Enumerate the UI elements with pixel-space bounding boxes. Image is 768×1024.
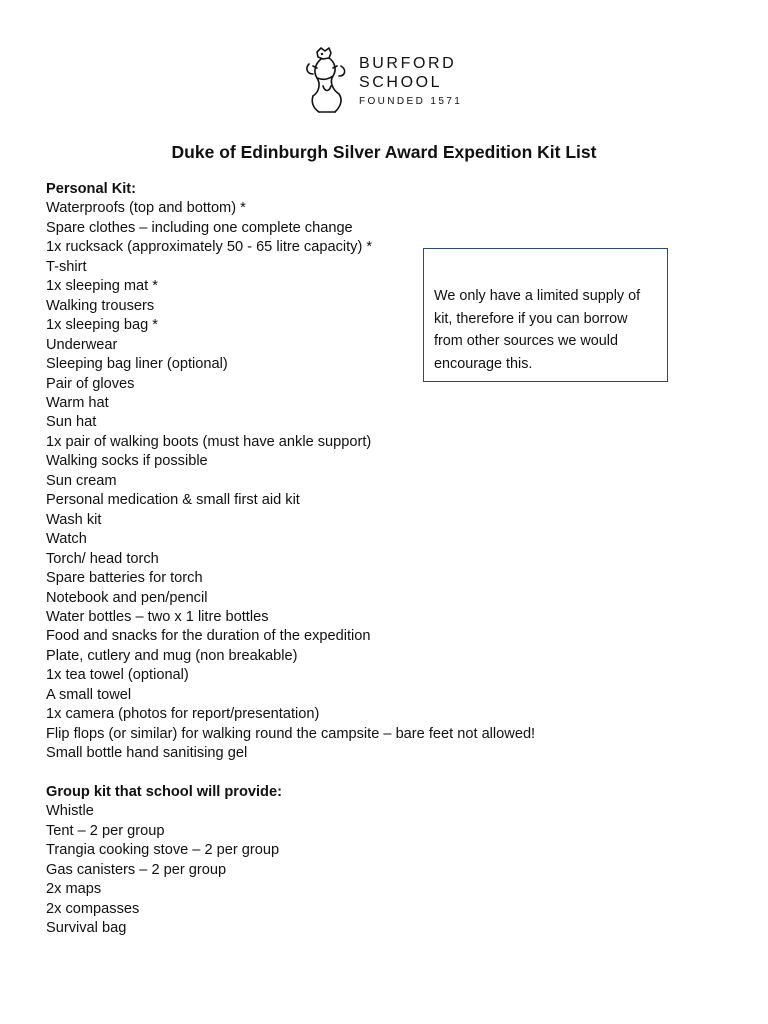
page-title: Duke of Edinburgh Silver Award Expedition Kit List: [171, 142, 597, 162]
list-item: Personal medication & small first aid kit: [46, 492, 300, 509]
list-item: Small bottle hand sanitising gel: [46, 745, 248, 762]
list-item: Wash kit: [46, 511, 102, 528]
list-item: Trangia cooking stove – 2 per group: [46, 842, 280, 859]
list-item: Food and snacks for the duration of the expedition: [46, 628, 371, 645]
group-kit-heading: Group kit that school will provide:: [46, 784, 282, 801]
section-spacer: [46, 764, 686, 783]
list-item: Sleeping bag liner (optional): [46, 356, 228, 373]
list-item: 1x sleeping bag *: [46, 317, 158, 334]
note-box: [423, 248, 668, 382]
school-name-line2: SCHOOL: [359, 74, 443, 91]
logo-text: [359, 54, 462, 109]
list-item: Water bottles – two x 1 litre bottles: [46, 608, 269, 625]
list-item: 1x pair of walking boots (must have ankle support): [46, 433, 372, 450]
list-item: T-shirt: [46, 258, 87, 275]
list-item: Warm hat: [46, 394, 109, 411]
list-item: Watch: [46, 531, 87, 548]
list-item: Pair of gloves: [46, 375, 135, 392]
group-kit-list: [46, 802, 686, 938]
list-item: Walking socks if possible: [46, 453, 208, 470]
list-item: Flip flops (or similar) for walking round the campsite – bare feet not allowed!: [46, 725, 536, 742]
list-item: Waterproofs (top and bottom) *: [46, 200, 246, 217]
list-item: Spare batteries for torch: [46, 570, 203, 587]
list-item: Tent – 2 per group: [46, 822, 165, 839]
list-item: Whistle: [46, 803, 94, 820]
list-item: Survival bag: [46, 920, 127, 937]
list-item: Sun cream: [46, 472, 117, 489]
list-item: 2x maps: [46, 881, 102, 898]
note-text: We only have a limited supply of kit, therefore if you can borrow from other sources we would encourage this.: [434, 288, 641, 372]
list-item: 1x camera (photos for report/presentation): [46, 706, 320, 723]
list-item: Sun hat: [46, 414, 97, 431]
lion-crest-icon: [303, 46, 351, 116]
list-item: Plate, cutlery and mug (non breakable): [46, 647, 298, 664]
school-name-line1: BURFORD: [359, 55, 457, 72]
personal-kit-heading: Personal Kit:: [46, 181, 137, 197]
list-item: Gas canisters – 2 per group: [46, 861, 227, 878]
list-item: A small towel: [46, 686, 132, 703]
list-item: 1x tea towel (optional): [46, 667, 189, 684]
list-item: Torch/ head torch: [46, 550, 159, 567]
list-item: 2x compasses: [46, 900, 140, 917]
list-item: Underwear: [46, 336, 118, 353]
school-logo: [303, 46, 473, 116]
list-item: Walking trousers: [46, 297, 155, 314]
list-item: Spare clothes – including one complete change: [46, 219, 353, 236]
founded-text: FOUNDED 1571: [359, 96, 463, 107]
list-item: 1x sleeping mat *: [46, 278, 158, 295]
list-item: Notebook and pen/pencil: [46, 589, 208, 606]
list-item: 1x rucksack (approximately 50 - 65 litre capacity) *: [46, 239, 373, 256]
